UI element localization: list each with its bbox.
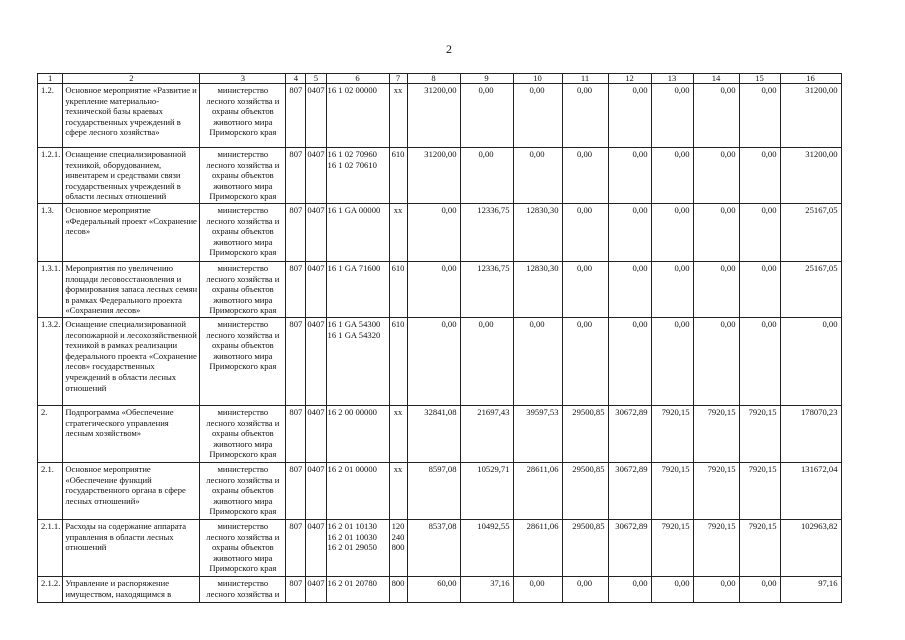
- amount-cell: 0,00: [407, 262, 460, 318]
- header-cell: 15: [739, 74, 780, 84]
- amount-cell: 0,00: [651, 84, 693, 148]
- amount-cell: 0,00: [739, 148, 780, 204]
- grbs-code: 807: [286, 519, 306, 576]
- amount-cell: 0,00: [608, 317, 651, 405]
- rzpr-code: 0407: [306, 262, 326, 318]
- amount-cell: 0,00: [693, 262, 739, 318]
- header-cell: 16: [780, 74, 841, 84]
- amount-cell: 25167,05: [780, 204, 841, 262]
- header-cell: 8: [407, 74, 460, 84]
- amount-cell: 0,00: [562, 84, 608, 148]
- rzpr-code: 0407: [306, 317, 326, 405]
- amount-cell: 0,00: [608, 576, 651, 602]
- amount-cell: 0,00: [693, 317, 739, 405]
- vr-code-line: 800: [391, 542, 405, 553]
- amount-cell: 7920,15: [739, 462, 780, 519]
- csr-code: [326, 204, 389, 262]
- item-name: Основное мероприятие «Обеспечение функций государственного органа в сфере лесных отношений»: [63, 462, 200, 519]
- csr-code-line: 16 2 01 10130: [327, 520, 377, 531]
- amount-cell: 7920,15: [651, 519, 693, 576]
- csr-code-line: 16 2 01 00000: [327, 463, 377, 474]
- item-name: Расходы на содержание аппарата управления в области лесных отношений: [63, 519, 200, 576]
- grbs-code: 807: [286, 462, 306, 519]
- csr-code-line: 16 1 GA 71600: [327, 263, 381, 273]
- header-cell: 1: [38, 74, 63, 84]
- executor: министерство лесного хозяйства и охраны объектов животного мира Приморского края: [200, 462, 286, 519]
- rzpr-code: 0407: [306, 148, 326, 204]
- amount-cell: 7920,15: [739, 519, 780, 576]
- rzpr-code: 0407: [306, 84, 326, 148]
- table-row: [38, 462, 842, 519]
- amount-cell: 28611,06: [513, 462, 562, 519]
- amount-cell: 60,00: [407, 576, 460, 602]
- amount-cell: 29500,85: [562, 519, 608, 576]
- item-number: 2.1.1.: [38, 519, 63, 576]
- amount-cell: 0,00: [739, 84, 780, 148]
- amount-cell: 97,16: [780, 576, 841, 602]
- amount-cell: 131672,04: [780, 462, 841, 519]
- amount-cell: 0,00: [608, 148, 651, 204]
- item-name: Оснащение специализированной техникой, оборудованием, инвентарем и средствами связи государственных учреждений в области лесных отношений: [63, 148, 200, 204]
- header-cell: 10: [513, 74, 562, 84]
- vr-code-line: xx: [393, 406, 403, 417]
- amount-cell: 0,00: [460, 148, 513, 204]
- amount-cell: 10492,55: [460, 519, 513, 576]
- amount-cell: 7920,15: [739, 405, 780, 462]
- csr-code: [326, 317, 389, 405]
- amount-cell: 0,00: [407, 204, 460, 262]
- amount-cell: 0,00: [693, 84, 739, 148]
- amount-cell: 12336,75: [460, 262, 513, 318]
- amount-cell: 0,00: [513, 148, 562, 204]
- executor: министерство лесного хозяйства и охраны объектов животного мира Приморского края: [200, 262, 286, 318]
- page-number: 2: [446, 42, 452, 56]
- csr-code-line: 16 1 02 70610: [327, 159, 377, 170]
- vr-code: [389, 519, 407, 576]
- amount-cell: 0,00: [513, 84, 562, 148]
- item-number: 2.1.: [38, 462, 63, 519]
- amount-cell: 12830,30: [513, 204, 562, 262]
- amount-cell: 7920,15: [693, 405, 739, 462]
- amount-cell: 7920,15: [693, 462, 739, 519]
- vr-code-line: xx: [393, 85, 403, 95]
- amount-cell: 0,00: [651, 204, 693, 262]
- vr-code: [389, 84, 407, 148]
- vr-code-line: xx: [393, 205, 403, 215]
- amount-cell: 0,00: [513, 317, 562, 405]
- table-row: [38, 576, 842, 602]
- table-row: [38, 405, 842, 462]
- item-name: Основное мероприятие «Федеральный проект «Сохранение лесов»: [63, 204, 200, 262]
- vr-code-line: 120: [391, 520, 405, 531]
- executor: министерство лесного хозяйства и: [200, 576, 286, 602]
- amount-cell: 8537,08: [407, 519, 460, 576]
- amount-cell: 0,00: [739, 317, 780, 405]
- item-number: 2.1.2.: [38, 576, 63, 602]
- amount-cell: 0,00: [608, 84, 651, 148]
- executor: министерство лесного хозяйства и охраны объектов животного мира Приморского края: [200, 148, 286, 204]
- amount-cell: 0,00: [562, 576, 608, 602]
- amount-cell: 29500,85: [562, 405, 608, 462]
- item-name: Управление и распоряжение имуществом, находящимся в: [63, 576, 200, 602]
- grbs-code: 807: [286, 84, 306, 148]
- item-number: 1.3.: [38, 204, 63, 262]
- rzpr-code: 0407: [306, 576, 326, 602]
- header-cell: 9: [460, 74, 513, 84]
- header-cell: 6: [326, 74, 389, 84]
- amount-cell: 0,00: [739, 576, 780, 602]
- vr-code: [389, 576, 407, 602]
- amount-cell: 0,00: [562, 262, 608, 318]
- amount-cell: 31200,00: [780, 148, 841, 204]
- vr-code-line: 610: [391, 263, 405, 273]
- table-row: [38, 148, 842, 204]
- amount-cell: 7920,15: [651, 405, 693, 462]
- csr-code-line: 16 1 GA 54300: [327, 318, 381, 329]
- grbs-code: 807: [286, 204, 306, 262]
- amount-cell: 12336,75: [460, 204, 513, 262]
- item-number: 1.2.: [38, 84, 63, 148]
- amount-cell: 0,00: [651, 148, 693, 204]
- amount-cell: 30672,89: [608, 405, 651, 462]
- rzpr-code: 0407: [306, 519, 326, 576]
- amount-cell: 25167,05: [780, 262, 841, 318]
- item-name: Подпрограмма «Обеспечение стратегического управления лесным хозяйством»: [63, 405, 200, 462]
- amount-cell: 0,00: [562, 204, 608, 262]
- amount-cell: 7920,15: [651, 462, 693, 519]
- header-row: [38, 74, 842, 84]
- csr-code: [326, 262, 389, 318]
- amount-cell: 0,00: [562, 317, 608, 405]
- vr-code: [389, 204, 407, 262]
- amount-cell: 10529,71: [460, 462, 513, 519]
- program-table: [37, 73, 842, 603]
- vr-code-line: xx: [393, 463, 403, 474]
- csr-code: [326, 84, 389, 148]
- vr-code: [389, 148, 407, 204]
- amount-cell: 0,00: [407, 317, 460, 405]
- rzpr-code: 0407: [306, 462, 326, 519]
- csr-code-line: 16 1 GA 54320: [327, 329, 381, 340]
- amount-cell: 31200,00: [407, 84, 460, 148]
- amount-cell: 0,00: [651, 317, 693, 405]
- amount-cell: 31200,00: [407, 148, 460, 204]
- csr-code-line: 16 2 00 00000: [327, 406, 377, 417]
- vr-code: [389, 262, 407, 318]
- amount-cell: 29500,85: [562, 462, 608, 519]
- vr-code: [389, 405, 407, 462]
- vr-code-line: 240: [391, 531, 405, 542]
- csr-code: [326, 405, 389, 462]
- grbs-code: 807: [286, 317, 306, 405]
- executor: министерство лесного хозяйства и охраны объектов животного мира Приморского края: [200, 84, 286, 148]
- grbs-code: 807: [286, 148, 306, 204]
- vr-code-line: 610: [391, 318, 405, 329]
- csr-code-line: 16 2 01 10030: [327, 531, 377, 542]
- amount-cell: 0,00: [460, 317, 513, 405]
- amount-cell: 12830,30: [513, 262, 562, 318]
- amount-cell: 32841,08: [407, 405, 460, 462]
- header-cell: 14: [693, 74, 739, 84]
- amount-cell: 178070,23: [780, 405, 841, 462]
- table-row: [38, 519, 842, 576]
- csr-code-line: 16 1 02 70960: [327, 149, 377, 159]
- amount-cell: 0,00: [739, 262, 780, 318]
- amount-cell: 31200,00: [780, 84, 841, 148]
- header-cell: 11: [562, 74, 608, 84]
- table-row: [38, 317, 842, 405]
- grbs-code: 807: [286, 262, 306, 318]
- amount-cell: 0,00: [460, 84, 513, 148]
- grbs-code: 807: [286, 405, 306, 462]
- amount-cell: 0,00: [608, 204, 651, 262]
- table-row: [38, 204, 842, 262]
- amount-cell: 0,00: [693, 148, 739, 204]
- header-cell: 7: [389, 74, 407, 84]
- header-cell: 5: [306, 74, 326, 84]
- amount-cell: 37,16: [460, 576, 513, 602]
- amount-cell: 39597,53: [513, 405, 562, 462]
- vr-code: [389, 462, 407, 519]
- amount-cell: 0,00: [739, 204, 780, 262]
- csr-code-line: 16 2 01 20780: [327, 577, 377, 588]
- amount-cell: 0,00: [780, 317, 841, 405]
- item-name: Мероприятия по увеличению площади лесовосстановления и формирования запаса лесных семян в рамках Федерального проекта «Сохранения лесов»: [63, 262, 200, 318]
- executor: министерство лесного хозяйства и охраны объектов животного мира Приморского края: [200, 317, 286, 405]
- table-row: [38, 84, 842, 148]
- csr-code: [326, 462, 389, 519]
- csr-code: [326, 148, 389, 204]
- executor: министерство лесного хозяйства и охраны объектов животного мира Приморского края: [200, 204, 286, 262]
- table-row: [38, 262, 842, 318]
- vr-code-line: 800: [391, 577, 405, 588]
- amount-cell: 8597,08: [407, 462, 460, 519]
- item-name: Оснащение специализированной лесопожарной и лесохозяйственной техникой в рамках реализации федерального проекта «Сохранение лесов» государственных учреждений в области лесных отношений: [63, 317, 200, 405]
- amount-cell: 7920,15: [693, 519, 739, 576]
- csr-code-line: 16 1 GA 00000: [327, 205, 381, 215]
- csr-code: [326, 519, 389, 576]
- amount-cell: 21697,43: [460, 405, 513, 462]
- amount-cell: 0,00: [651, 576, 693, 602]
- amount-cell: 28611,06: [513, 519, 562, 576]
- item-number: 1.3.1.: [38, 262, 63, 318]
- amount-cell: 102963,82: [780, 519, 841, 576]
- amount-cell: 0,00: [651, 262, 693, 318]
- csr-code: [326, 576, 389, 602]
- csr-code-line: 16 1 02 00000: [327, 85, 377, 95]
- grbs-code: 807: [286, 576, 306, 602]
- amount-cell: 0,00: [562, 148, 608, 204]
- header-cell: 4: [286, 74, 306, 84]
- executor: министерство лесного хозяйства и охраны объектов животного мира Приморского края: [200, 405, 286, 462]
- rzpr-code: 0407: [306, 204, 326, 262]
- item-number: 1.3.2.: [38, 317, 63, 405]
- vr-code: [389, 317, 407, 405]
- amount-cell: 0,00: [693, 576, 739, 602]
- amount-cell: 0,00: [608, 262, 651, 318]
- vr-code-line: 610: [391, 149, 405, 159]
- item-number: 1.2.1.: [38, 148, 63, 204]
- header-cell: 13: [651, 74, 693, 84]
- header-cell: 3: [200, 74, 286, 84]
- rzpr-code: 0407: [306, 405, 326, 462]
- header-cell: 2: [63, 74, 200, 84]
- executor: министерство лесного хозяйства и охраны объектов животного мира Приморского края: [200, 519, 286, 576]
- item-number: 2.: [38, 405, 63, 462]
- item-name: Основное мероприятие «Развитие и укрепление материально-технической базы краевых государственных учреждений в сфере лесного хозяйства»: [63, 84, 200, 148]
- amount-cell: 0,00: [513, 576, 562, 602]
- header-cell: 12: [608, 74, 651, 84]
- amount-cell: 30672,89: [608, 462, 651, 519]
- csr-code-line: 16 2 01 29050: [327, 542, 377, 553]
- amount-cell: 0,00: [693, 204, 739, 262]
- amount-cell: 30672,89: [608, 519, 651, 576]
